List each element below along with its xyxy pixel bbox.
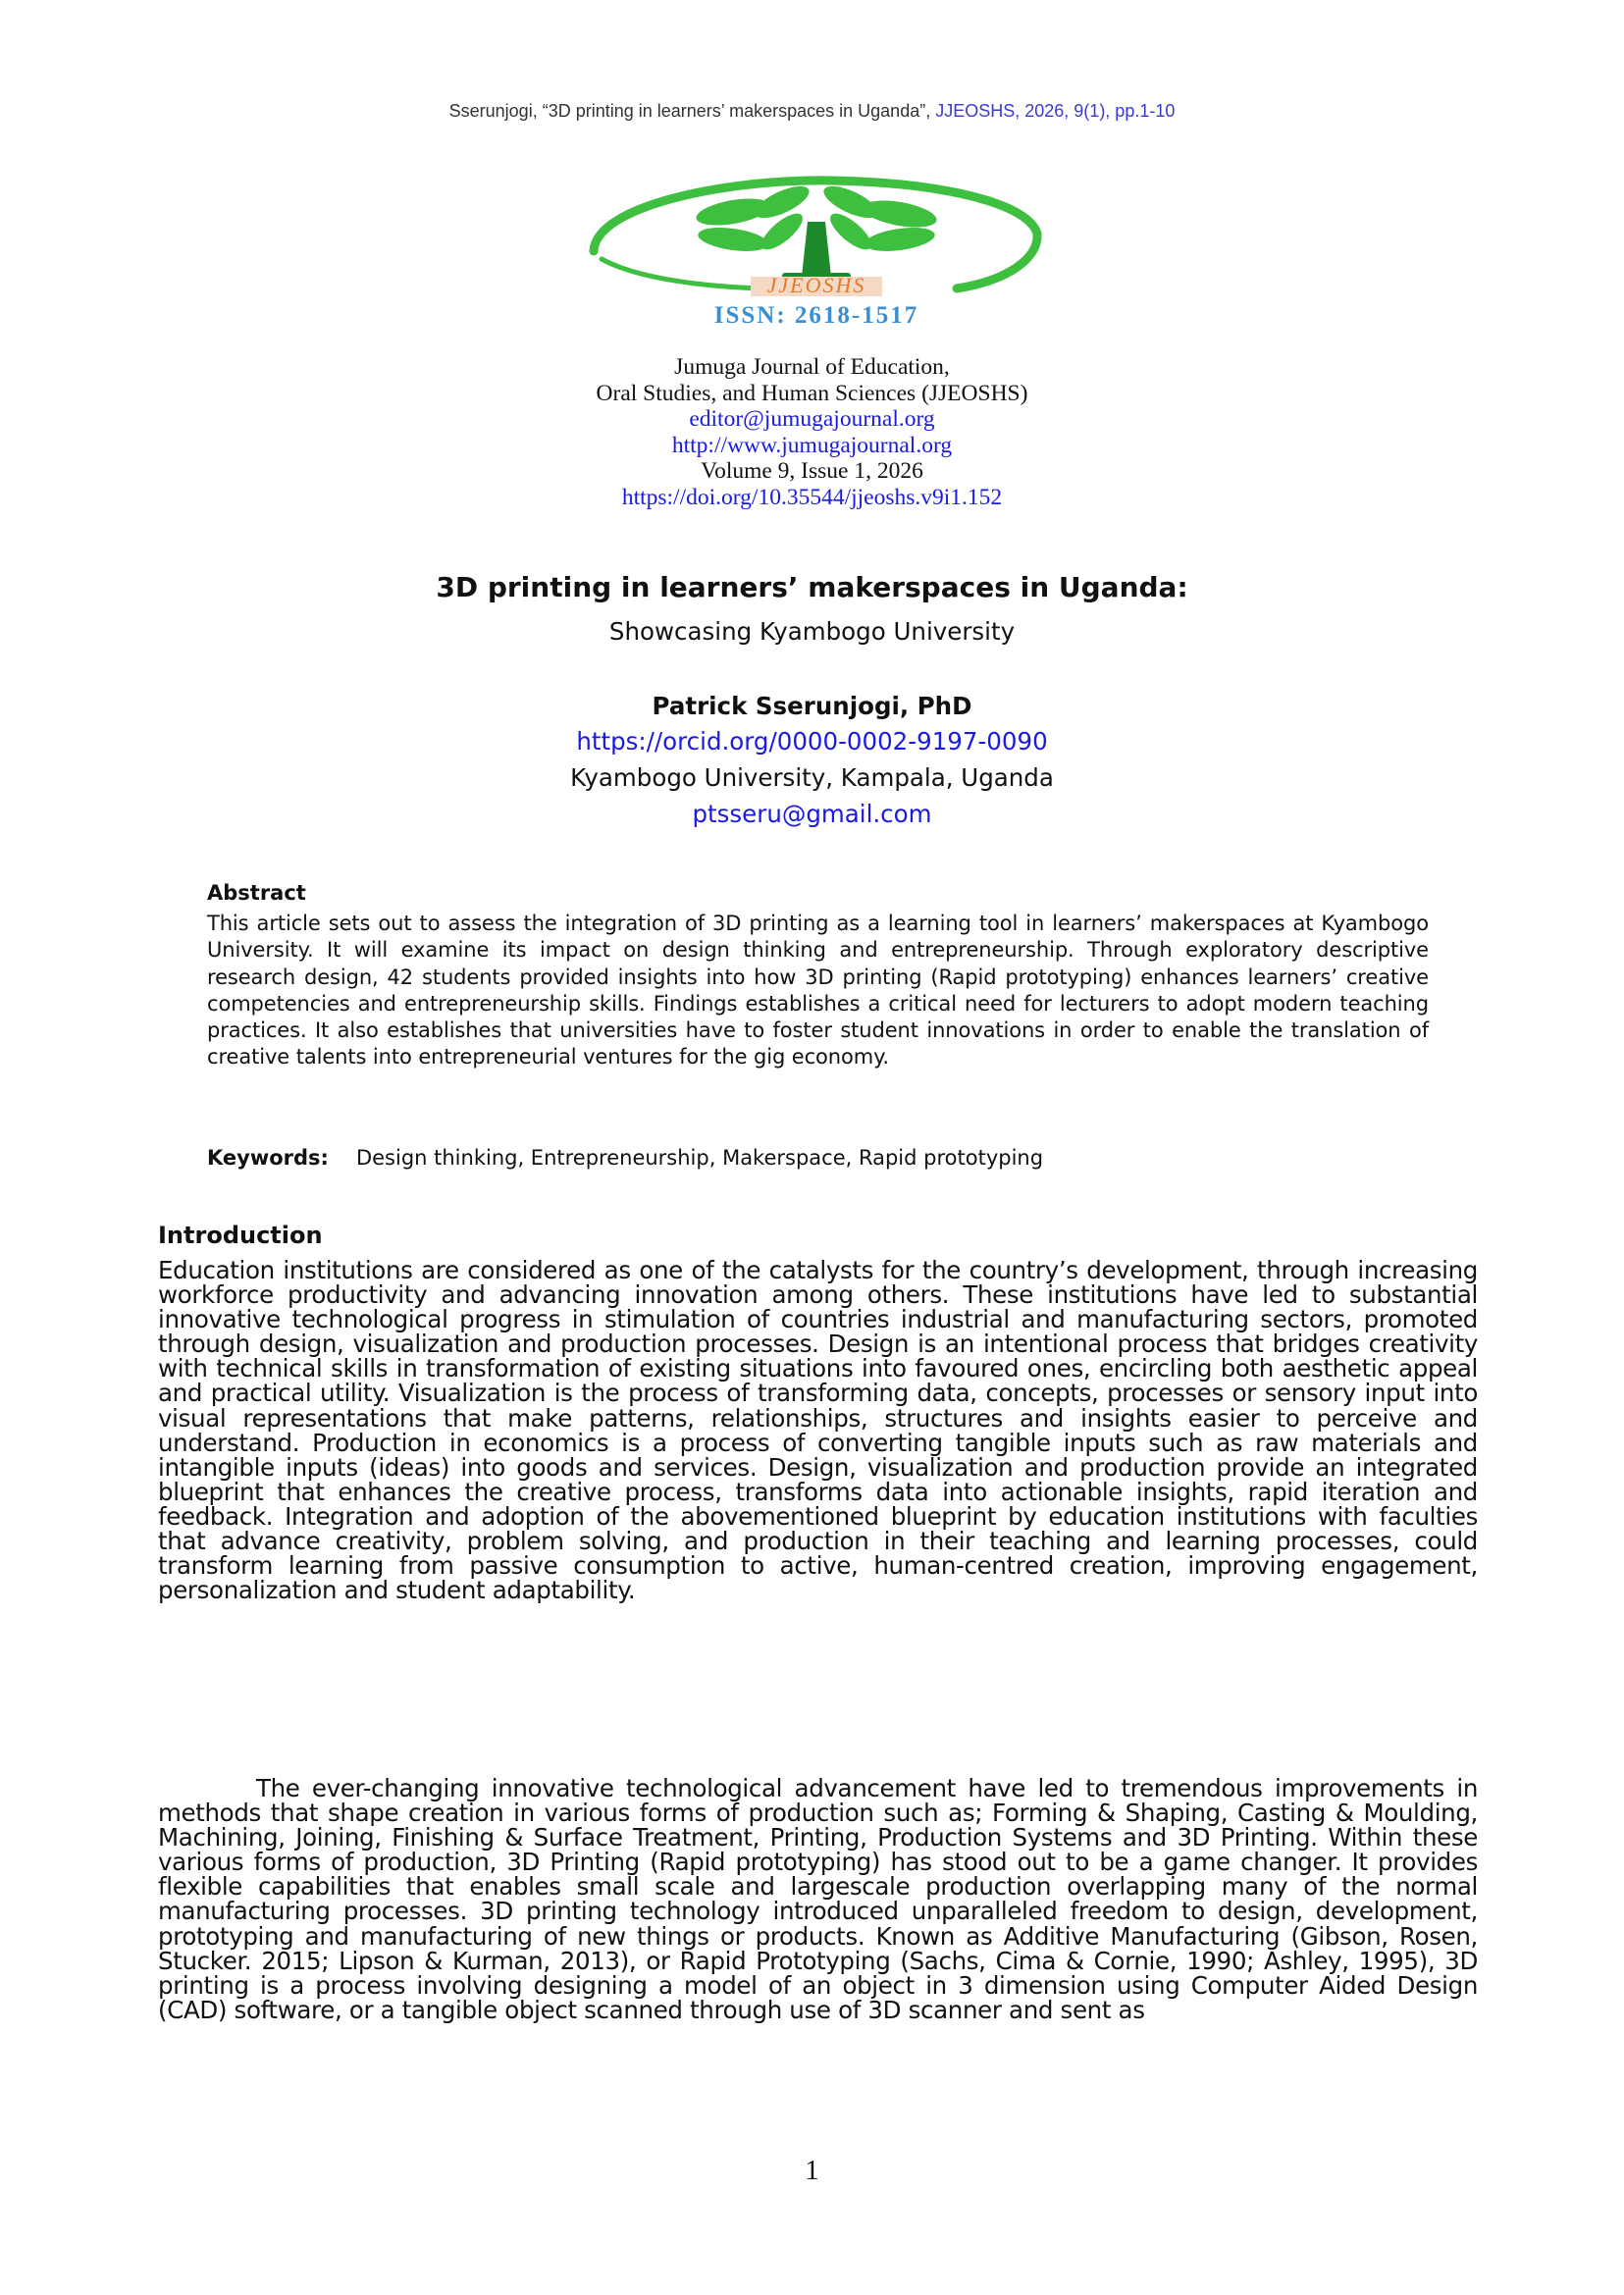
introduction-paragraph-1: Education institutions are considered as one of the catalysts for the country’s development, through increasing workforce productivity and advancing innovation among others. These institutions have led to substantial innovative technological progress in stimulation of countries industrial and manufacturing sectors, promoted through design, visualization and production processes. Design is an intentional process that bridges creativity with technical skills in transformation of existing situations into favoured ones, encircling both aesthetic appeal and practical utility. Visualization is the process of transforming data, concepts, processes or sensory input into visual representations that make patterns, relationships, structures and insights easier to perceive and understand. Production in economics is a process of converting tangible inputs such as raw materials and intangible inputs (ideas) into goods and services. Design, visualization and production provide an integrated blueprint that enhances the creative process, transforms data into actionable insights, rapid iteration and feedback. Integration and adoption of the abovementioned blueprint by education institutions with faculties that advance creativity, problem solving, and production in their teaching and learning processes, could transform learning from passive consumption to active, human-centred creation, improving engagement, personalization and student adaptability. xyxy=(158,1256,1478,1605)
journal-doi-link[interactable]: https://doi.org/10.35544/jjeoshs.v9i1.152 xyxy=(621,484,1003,510)
journal-volume: Volume 9, Issue 1, 2026 xyxy=(701,458,923,484)
journal-website-link[interactable]: http://www.jumugajournal.org xyxy=(671,432,953,458)
logo-wordmark: JJEOSHS xyxy=(766,273,866,297)
introduction-paragraph-2: The ever-changing innovative technological advancement have led to tremendous improvements in methods that shape creation in various forms of production such as; Forming & Shaping, Casting & Moulding, Machining, Joining, Finishing & Surface Treatment, Printing, Production Systems and 3D Printing. Within these various forms of production, 3D Printing (Rapid prototyping) has stood out to be a game changer. It provides flexible capabilities that enables small scale and largescale production overlapping many of the normal manufacturing processes. 3D printing technology introduced unparalleled freedom to design, development, prototyping and manufacturing of new things or products. Known as Additive Manufacturing (Gibson, Rosen, Stucker. 2015; Lipson & Kurman, 2013), or Rapid Prototyping (Sachs, Cima & Cornie, 1990; Ashley, 1995), 3D printing is a process involving designing a model of an object in 3 dimension using Computer Aided Design (CAD) software, or a tangible object scanned through use of 3D scanner and sent as xyxy=(158,1774,1478,2024)
keywords xyxy=(207,1146,1043,1170)
author-email-link[interactable]: ptsseru@gmail.com xyxy=(692,800,932,828)
page-number: 1 xyxy=(805,2155,819,2186)
abstract-text: This article sets out to assess the integration of 3D printing as a learning tool in learners’ makerspaces at Kyambogo University. It will examine its impact on design thinking and entrepreneurship. Through exploratory descriptive research design, 42 students provided insights into how 3D printing (Rapid prototyping) enhances learners’ creative competencies and entrepreneurship skills. Findings establishes a critical need for lecturers to adopt modern teaching practices. It also establishes that universities have to foster student innovations in order to enable the translation of creative talents into entrepreneurial ventures for the gig economy. xyxy=(207,912,1429,1069)
keywords-label: Keywords: xyxy=(207,1146,329,1170)
journal-email-link[interactable]: editor@jumugajournal.org xyxy=(689,406,935,432)
article-subtitle: Showcasing Kyambogo University xyxy=(608,617,1016,646)
article-title: 3D printing in learners’ makerspaces in Uganda: xyxy=(436,571,1188,603)
author-name: Patrick Sserunjogi, PhD xyxy=(652,692,972,720)
journal-logo xyxy=(586,175,1047,332)
running-header-citation: Sserunjogi, “3D printing in learners’ makerspaces in Uganda”, xyxy=(448,101,931,121)
journal-name-line1: Jumuga Journal of Education, xyxy=(674,354,950,380)
author-orcid-link[interactable]: https://orcid.org/0000-0002-9197-0090 xyxy=(576,727,1048,756)
keywords-list: Design thinking, Entrepreneurship, Makerspace, Rapid prototyping xyxy=(355,1146,1044,1170)
running-header-journal-ref: JJEOSHS, 2026, 9(1), pp.1-10 xyxy=(935,101,1176,121)
introduction-heading: Introduction xyxy=(158,1222,323,1249)
running-header xyxy=(0,101,1624,122)
author-affiliation: Kyambogo University, Kampala, Uganda xyxy=(570,763,1054,792)
abstract-heading: Abstract xyxy=(207,881,306,905)
journal-masthead xyxy=(0,354,1624,510)
logo-issn: ISSN: 2618-1517 xyxy=(713,302,919,329)
journal-name-line2: Oral Studies, and Human Sciences (JJEOSHS) xyxy=(596,380,1028,406)
